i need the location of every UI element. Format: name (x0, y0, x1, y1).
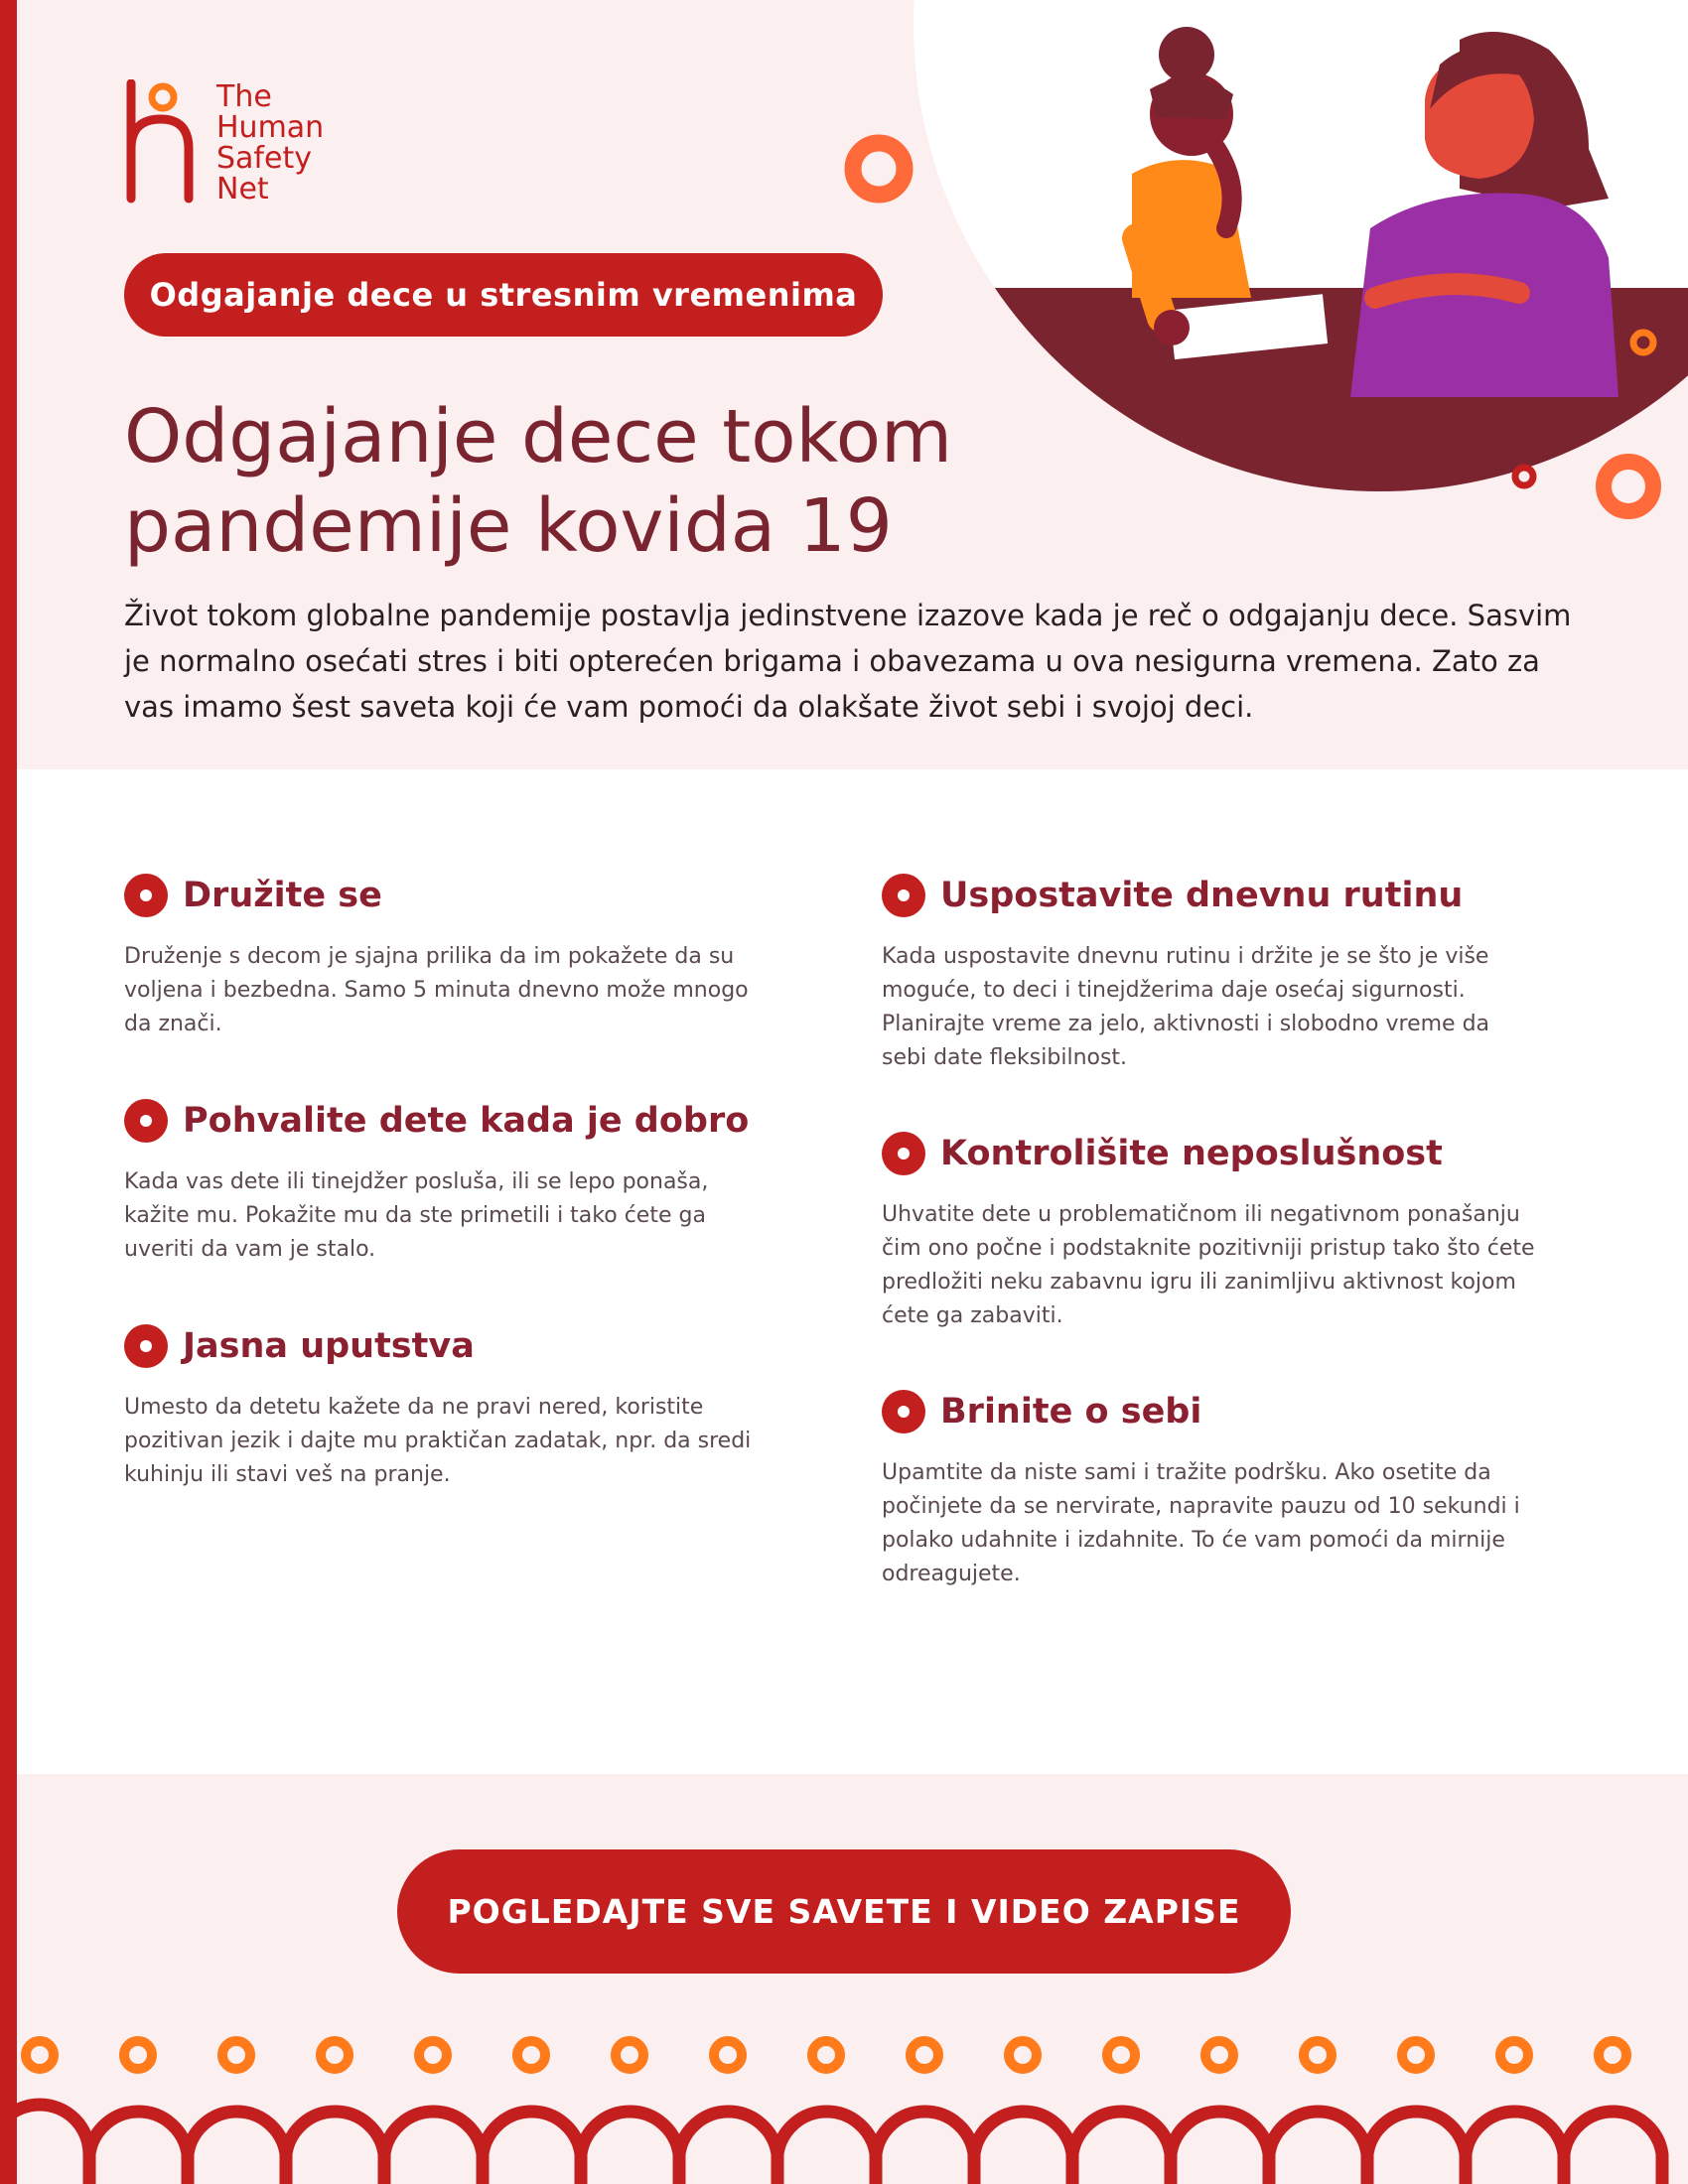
tip-body: Kada vas dete ili tinejdžer posluša, ili se lepo ponaša, kažite mu. Pokažite mu da ste primetili i tako ćete ga uveriti da vam je stalo. (124, 1169, 709, 1262)
topic-tag: Odgajanje dece u stresnim vremenima (124, 253, 883, 337)
tip-title: Družite se (183, 876, 382, 915)
tip-body: Kada uspostavite dnevnu rutinu i držite je se što je više moguće, to deci i tinejdžerima daje osećaj sigurnosti. Planirajte vreme za jelo, aktivnosti i slobodno vreme da sebi date fleksibilnost. (882, 944, 1490, 1070)
logo-line: Net (216, 172, 269, 206)
left-accent-bar (0, 0, 17, 2184)
bullet-ring-icon (124, 874, 168, 917)
tip-title: Uspostavite dnevnu rutinu (940, 876, 1464, 915)
tip-title: Pohvalite dete kada je dobro (183, 1101, 750, 1141)
bullet-ring-icon (882, 1390, 925, 1433)
logo-line: The (216, 79, 272, 114)
view-all-tips-button[interactable]: POGLEDAJTE SVE SAVETE I VIDEO ZAPISE (397, 1849, 1291, 1974)
tip-body: Uhvatite dete u problematičnom ili negativnom ponašanju čim ono počne i podstaknite pozitivniji pristup tako što ćete predložiti neku zabavnu igru ili zanimljivu aktivnost kojom ćete ga zabaviti. (882, 1202, 1535, 1328)
bullet-ring-icon (124, 1324, 168, 1368)
tip-card (124, 871, 779, 1041)
logo-line: Human (216, 110, 325, 145)
tip-body: Druženje s decom je sjajna prilika da im pokažete da su voljena i bezbedna. Samo 5 minuta dnevno može mnogo da znači. (124, 944, 749, 1036)
title-line-2: pandemije kovida 19 (124, 483, 893, 569)
title-line-1: Odgajanje dece tokom (124, 394, 953, 479)
bullet-ring-icon (882, 1132, 925, 1175)
tip-title: Brinite o sebi (940, 1392, 1202, 1432)
tip-card (882, 1387, 1537, 1591)
tip-body: Umesto da detetu kažete da ne pravi nered, koristite pozitivan jezik i dajte mu praktičan zadatak, npr. da sredi kuhinju ili stavi veš na pranje. (124, 1395, 752, 1487)
logo-line: Safety (216, 141, 312, 176)
bullet-ring-icon (124, 1099, 168, 1143)
tip-card (124, 1096, 779, 1267)
logo-wordmark (216, 81, 324, 205)
tip-card (124, 1321, 779, 1492)
tip-title: Jasna uputstva (183, 1326, 475, 1366)
tip-card (882, 1129, 1537, 1333)
illustration-parent-child (834, 0, 1688, 526)
bullet-ring-icon (882, 874, 925, 917)
tip-body: Upamtite da niste sami i tražite podršku. Ako osetite da počinjete da se nervirate, napravite pauzu od 10 sekundi i polako udahnite i izdahnite. To će vam pomoći da mirnije odreagujete. (882, 1460, 1520, 1586)
decorative-arch-pattern (0, 2015, 1688, 2184)
intro-paragraph: Život tokom globalne pandemije postavlja jedinstvene izazove kada je reč o odgajanju dece. Sasvim je normalno osećati stres i biti opterećen brigama i obavezama u ova nesigurna vremena. Zato za vas imamo šest saveta koji će vam pomoći da olakšate život sebi i svojoj deci. (124, 599, 1572, 724)
tip-title: Kontrolišite neposlušnost (940, 1134, 1443, 1173)
tip-card (882, 871, 1537, 1075)
